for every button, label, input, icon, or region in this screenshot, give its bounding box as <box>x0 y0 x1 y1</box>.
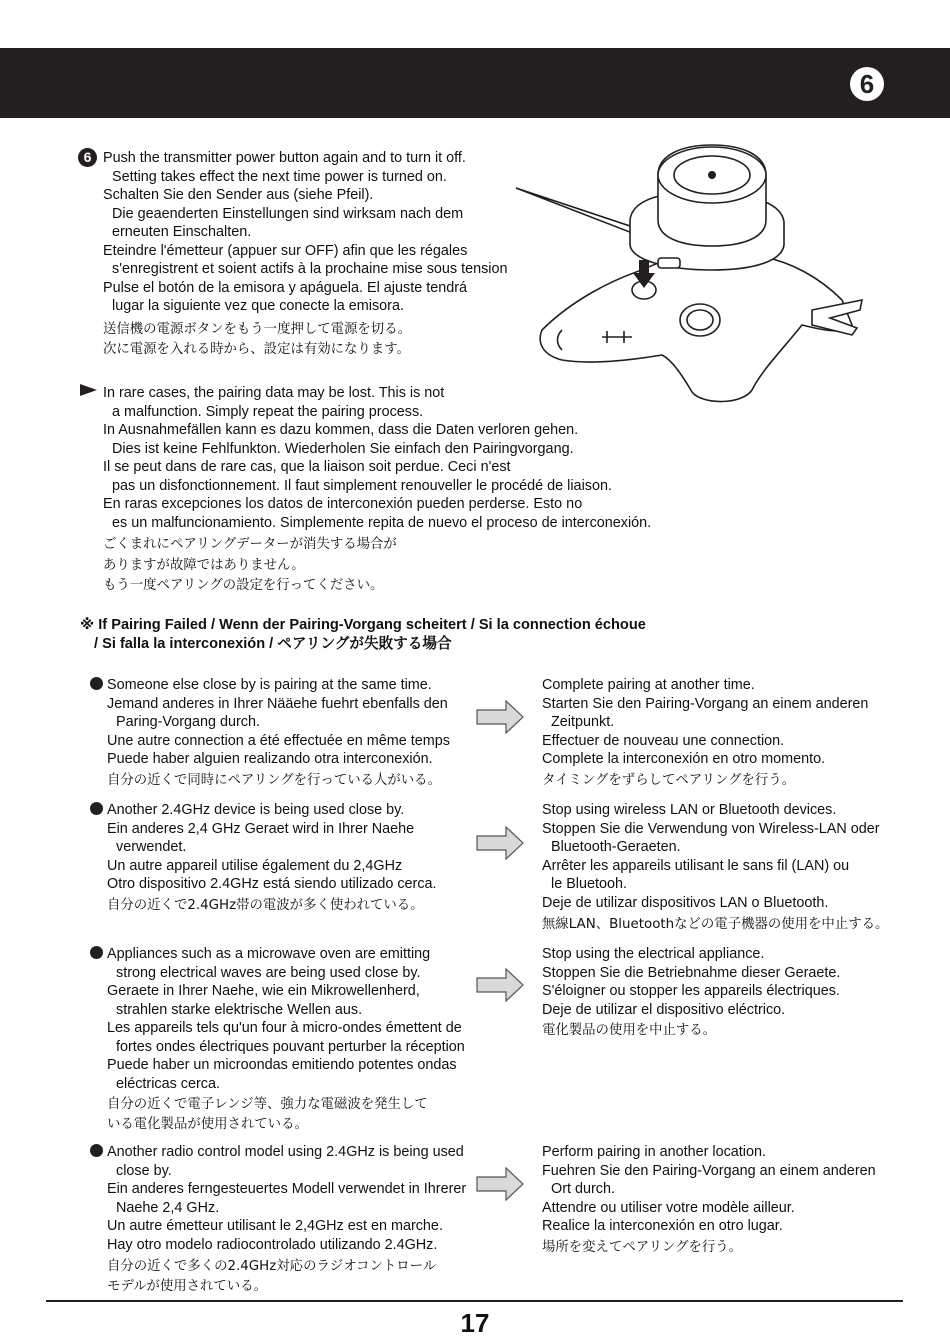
cause-line: Un autre appareil utilise également du 2,4GHz <box>107 857 403 874</box>
remedy-line: S'éloigner ou stopper les appareils électriques. <box>542 983 840 999</box>
remedy-line: Zeitpunkt. <box>551 714 615 730</box>
note-line-jp: ありますが故障ではありません。 <box>103 557 305 573</box>
cause-line: verwendet. <box>116 839 187 855</box>
note-line: In Ausnahmefällen kann es dazu kommen, dass die Daten verloren gehen. <box>103 422 579 438</box>
remedy-line: Arrêter les appareils utilisant le sans fil (LAN) ou <box>542 857 850 874</box>
remedy-line: Fuehren Sie den Pairing-Vorgang an einem anderen <box>542 1162 876 1179</box>
bullet-icon <box>90 946 103 959</box>
step-6-text <box>103 149 508 360</box>
cause-line-jp: 自分の近くで2.4GHz帯の電波が多く使われている。 <box>107 897 424 913</box>
cause-line-jp: 自分の近くで同時にペアリングを行っている人がいる。 <box>107 772 441 788</box>
cause-line: Naehe 2,4 GHz. <box>116 1199 220 1216</box>
note-text <box>103 384 651 596</box>
step-6-line: Die geaenderten Einstellungen sind wirksam nach dem <box>112 205 464 222</box>
remedy-block-3 <box>542 945 840 1041</box>
remedy-block-2 <box>542 801 888 935</box>
failed-title-line-2: / Si falla la interconexión / ペアリングが失敗する場合 <box>94 636 452 652</box>
cause-line-jp: モデルが使用されている。 <box>107 1278 268 1294</box>
arrow-right-icon <box>476 700 524 734</box>
cause-block-1 <box>107 676 450 790</box>
bullet-icon <box>90 1144 103 1157</box>
remedy-line-jp: タイミングをずらしてペアリングを行う。 <box>542 772 796 788</box>
cause-line: close by. <box>116 1162 172 1179</box>
cause-line: strong electrical waves are being used close by. <box>116 964 421 981</box>
note-line: es un malfuncionamiento. Simplemente repita de nuevo el proceso de interconexión. <box>112 514 652 531</box>
remedy-line-jp: 無線LAN、Bluetoothなどの電子機器の使用を中止する。 <box>542 917 889 932</box>
step-6-line-jp: 送信機の電源ボタンをもう一度押して電源を切る。 <box>103 321 411 337</box>
remedy-line: Perform pairing in another location. <box>542 1144 766 1160</box>
step-6-badge: 6 <box>78 148 97 167</box>
remedy-line: Realice la interconexión en otro lugar. <box>542 1218 783 1234</box>
cause-line: strahlen starke elektrische Wellen aus. <box>116 1001 363 1018</box>
remedy-line: Stop using the electrical appliance. <box>542 946 765 962</box>
cause-block-2 <box>107 801 437 915</box>
arrow-right-icon <box>476 826 524 860</box>
transmitter-illustration <box>512 130 872 410</box>
note-line: a malfunction. Simply repeat the pairing process. <box>112 403 424 420</box>
note-arrow-icon <box>80 384 97 396</box>
remedy-line: Attendre ou utiliser votre modèle ailleur. <box>542 1199 795 1216</box>
cause-line: Another radio control model using 2.4GHz is being used <box>107 1144 464 1160</box>
failed-section-title <box>80 616 646 654</box>
remedy-line: Stoppen Sie die Verwendung von Wireless-LAN oder <box>542 820 880 837</box>
remedy-line: Stoppen Sie die Betriebnahme dieser Geraete. <box>542 964 841 981</box>
cause-line: Un autre émetteur utilisant le 2,4GHz est en marche. <box>107 1218 443 1234</box>
note-line-jp: ごくまれにペアリングデーターが消失する場合が <box>103 537 397 552</box>
step-6-line: erneuten Einschalten. <box>112 224 252 240</box>
header-banner <box>0 48 950 118</box>
cause-line: Paring-Vorgang durch. <box>116 714 260 730</box>
cause-block-3 <box>107 945 465 1134</box>
remedy-block-1 <box>542 676 868 790</box>
step-6-line: Setting takes effect the next time power is turned on. <box>112 168 447 185</box>
cause-line: Otro dispositivo 2.4GHz está siendo utilizado cerca. <box>107 876 437 892</box>
cause-line: Another 2.4GHz device is being used close by. <box>107 802 405 818</box>
cause-line: Hay otro modelo radiocontrolado utilizando 2.4GHz. <box>107 1236 438 1253</box>
cause-line: Geraete in Ihrer Naehe, wie ein Mikrowellenherd, <box>107 983 420 999</box>
remedy-line: Stop using wireless LAN or Bluetooth devices. <box>542 802 837 818</box>
cause-line-jp: 自分の近くで電子レンジ等、強力な電磁波を発生して <box>107 1097 428 1112</box>
cause-block-4 <box>107 1143 466 1296</box>
cause-line-jp: いる電化製品が使用されている。 <box>107 1116 308 1132</box>
footer-rule <box>46 1300 903 1302</box>
cause-line: Une autre connection a été effectuée en même temps <box>107 732 450 749</box>
cause-line: Les appareils tels qu'un four à micro-ondes émettent de <box>107 1020 462 1036</box>
failed-title-line-1: ※ If Pairing Failed / Wenn der Pairing-Vorgang scheitert / Si la connection échoue <box>80 617 646 633</box>
arrow-right-icon <box>476 1167 524 1201</box>
cause-line: Ein anderes ferngesteuertes Modell verwendet in Ihrerer <box>107 1181 467 1197</box>
cause-line: Ein anderes 2,4 GHz Geraet wird in Ihrer Naehe <box>107 820 415 837</box>
remedy-line: Bluetooth-Geraeten. <box>551 839 681 855</box>
step-6-line: Push the transmitter power button again and to turn it off. <box>103 150 466 166</box>
note-line-jp: もう一度ペアリングの設定を行ってください。 <box>103 578 384 593</box>
note-line: In rare cases, the pairing data may be lost. This is not <box>103 385 445 401</box>
remedy-line-jp: 電化製品の使用を中止する。 <box>542 1023 717 1038</box>
remedy-line: Complete pairing at another time. <box>542 677 755 693</box>
bullet-icon <box>90 802 103 815</box>
remedy-line: le Bluetooh. <box>551 876 628 892</box>
cause-line: Puede haber un microondas emitiendo potentes ondas <box>107 1057 457 1073</box>
page-number: 17 <box>460 1308 490 1338</box>
step-6-line: Schalten Sie den Sender aus (siehe Pfeil). <box>103 187 374 203</box>
remedy-line: Effectuer de nouveau une connection. <box>542 732 785 749</box>
remedy-line: Complete la interconexión en otro momento. <box>542 751 826 767</box>
cause-line: fortes ondes électriques pouvant perturber la réception <box>116 1038 465 1055</box>
bullet-icon <box>90 677 103 690</box>
step-6-line: Eteindre l'émetteur (appuer sur OFF) afin que les régales <box>103 242 468 259</box>
step-6-line-jp: 次に電源を入れる時から、設定は有効になります。 <box>103 342 410 357</box>
step-6-line: lugar la siguiente vez que conecte la emisora. <box>112 298 404 314</box>
note-line: Dies ist keine Fehlfunkton. Wiederholen Sie einfach den Pairingvorgang. <box>112 440 574 457</box>
step-6-line: Pulse el botón de la emisora y apáguela. El ajuste tendrá <box>103 279 467 296</box>
step-6-line: s'enregistrent et soient actifs à la prochaine mise sous tension <box>112 261 508 277</box>
remedy-line-jp: 場所を変えてペアリングを行う。 <box>542 1239 743 1255</box>
remedy-block-4 <box>542 1143 876 1257</box>
remedy-line: Ort durch. <box>551 1181 615 1197</box>
remedy-line: Deje de utilizar dispositivos LAN o Bluetooth. <box>542 894 829 911</box>
cause-line: Appliances such as a microwave oven are emitting <box>107 946 431 962</box>
remedy-line: Deje de utilizar el dispositivo eléctrico. <box>542 1001 786 1018</box>
cause-line-jp: 自分の近くで多くの2.4GHz対応のラジオコントロール <box>107 1259 437 1274</box>
cause-line: Puede haber alguien realizando otra interconexión. <box>107 751 433 767</box>
note-line: Il se peut dans de rare cas, que la liaison soit perdue. Ceci n'est <box>103 459 511 475</box>
step-number-badge: 6 <box>850 67 884 101</box>
arrow-right-icon <box>476 968 524 1002</box>
note-line: pas un disfonctionnement. Il faut simplement renouveller le procédé de liaison. <box>112 477 612 494</box>
note-line: En raras excepciones los datos de interconexión pueden perderse. Esto no <box>103 496 583 512</box>
cause-line: Someone else close by is pairing at the same time. <box>107 677 432 693</box>
cause-line: eléctricas cerca. <box>116 1075 220 1092</box>
remedy-line: Starten Sie den Pairing-Vorgang an einem anderen <box>542 695 869 712</box>
cause-line: Jemand anderes in Ihrer Nääehe fuehrt ebenfalls den <box>107 695 448 712</box>
